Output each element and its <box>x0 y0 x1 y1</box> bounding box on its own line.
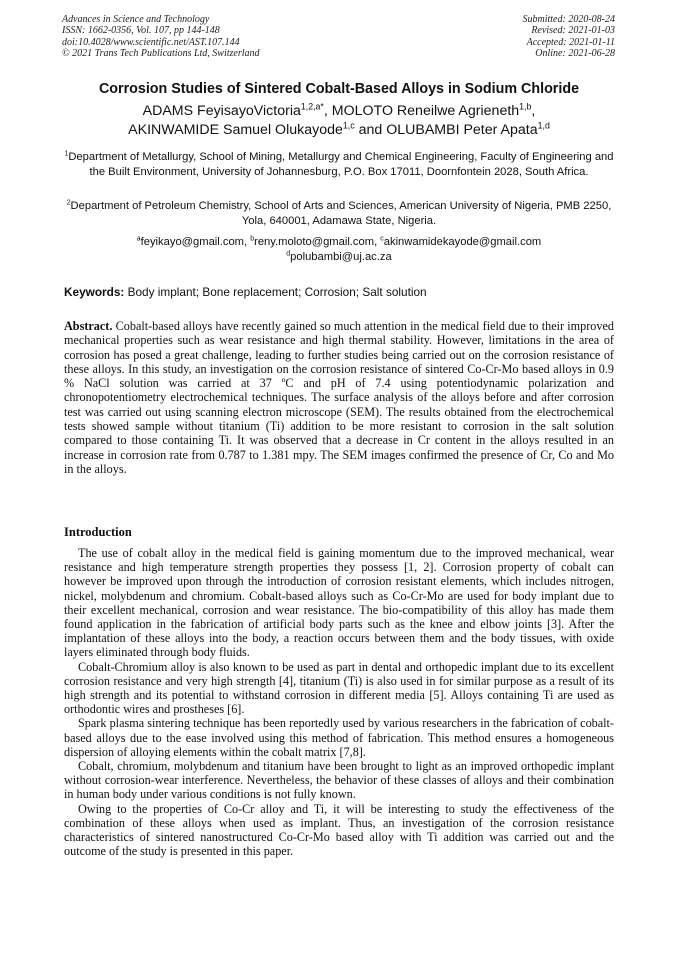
date-submitted: Submitted: 2020-08-24 <box>522 14 615 25</box>
body-paragraph: The use of cobalt alloy in the medical field is gaining momentum due to the improved mechanical, wear resistance and high temperature strength properties they possess [1, 2]. Corrosion property of cobalt can however be improved upon through the introduction of corrosion resistant elements, which includes nitrogen, nickel, molybdenum and chromium. Cobalt-based alloys such as Co-Cr-Mo are used for body implant due to their excellent mechanical, corrosion and wear resistance. The bio-compatibility of this alloy has made them found application in the fabrication of artificial body parts such as the knee and elbow joints [3]. After the implantation of these alloys into the body, a reaction occurs between them and the body tissues, with oxide layers eliminated through body fluids. <box>64 546 614 660</box>
journal-header-right <box>523 14 616 59</box>
author-affiliation-marker: 1,2,a* <box>300 101 324 112</box>
date-accepted: Accepted: 2021-01-11 <box>526 36 615 48</box>
paper-title: Corrosion Studies of Sintered Cobalt-Based Alloys in Sodium Chloride <box>98 81 580 97</box>
author-separator: , <box>531 103 536 119</box>
author-name: ADAMS FeyisayoVictoria <box>142 103 301 119</box>
date-online: Online: 2021-06-28 <box>535 47 615 59</box>
journal-doi: doi:10.4028/www.scientific.net/AST.107.144 <box>62 36 240 48</box>
author-separator: , <box>323 103 332 119</box>
introduction-body <box>64 546 614 858</box>
email-marker: c <box>380 235 384 243</box>
email-separator: , <box>244 236 251 248</box>
journal-issn: ISSN: 1662-0356, Vol. 107, pp 144-148 <box>62 25 220 37</box>
body-paragraph: Spark plasma sintering technique has been reportedly used by various researchers in the fabrication of cobalt-based alloys due to the ease involved using this method of fabrication. This method ensures a homogeneous dispersion of alloying elements within the cobalt matrix [7,8]. <box>64 716 614 759</box>
email-marker: d <box>286 249 291 257</box>
keywords-label: Keywords: <box>64 285 125 299</box>
email-link[interactable]: akinwamidekayode@gmail.com <box>383 236 542 248</box>
affiliation-text: Department of Metallurgy, School of Mining, Metallurgy and Chemical Engineering, Faculty of Engineering and the Built Environment, University of Johannesburg, P.O. Box 17011, Doornfontein 2028, South Africa. <box>68 151 614 179</box>
email-link[interactable]: reny.moloto@gmail.com <box>254 236 375 248</box>
section-heading-introduction: Introduction <box>64 525 132 539</box>
author-name: AKINWAMIDE Samuel Olukayode <box>128 122 343 138</box>
keywords <box>64 285 427 299</box>
body-paragraph: Cobalt-Chromium alloy is also known to be used as part in dental and orthopedic implant due to its excellent corrosion resistance and very high strength [4], titanium (Ti) is also used in for similar purpose as a result of its high strength and its potential to withstand corrosion in different media [5]. Alloys containing Ti are used as orthodontic wires and prostheses [6]. <box>64 659 614 717</box>
keywords-text: Body implant; Bone replacement; Corrosion; Salt solution <box>124 285 427 299</box>
abstract-text: Cobalt-based alloys have recently gained so much attention in the medical field due to their improved mechanical properties such as wear resistance and high thermal stability. However, limitations in the area of corrosion has posed a great challenge, leading to further studies being carried out on the corrosion resistance of these alloys. In this study, an investigation on the corrosion resistance of sintered Co-Cr-Mo based alloys in 0.9 % NaCl solution was carried at 37 ºC and pH of 7.4 using potentiodynamic polarization and chronopotentiometry electrochemical techniques. The surface analysis of the alloys before and after corrosion test was carried out using scanning electron microscope (SEM). The results obtained from the electrochemical tests showed sample without titanium (Ti) addition to be more resistant to corrosion in the salt solution compared to those containing Ti. It was observed that a decrease in Cr content in the alloys resulted in an increase in corrosion rate from 0.787 to 1.381 mpy. The SEM images confirmed the presence of Cr, Co and Mo in the alloys. <box>64 319 614 476</box>
body-paragraph: Owing to the properties of Co-Cr alloy and Ti, it will be interesting to study the effectiveness of the combination of these alloys when used as implant. Thus, an investigation of the corrosion resistance characteristics of sintered nanostructured Co-Cr-Mo based alloy with Ti addition was carried out and the outcome of the study is presented in this paper. <box>64 801 614 859</box>
affiliation-2 <box>62 199 616 230</box>
journal-name: Advances in Science and Technology <box>62 14 210 25</box>
author-separator: and <box>354 122 387 138</box>
date-revised: Revised: 2021-01-03 <box>531 25 615 37</box>
affiliation-marker: 1 <box>64 150 69 158</box>
email-marker: a <box>136 235 141 243</box>
email-link[interactable]: polubambi@uj.ac.za <box>290 250 392 263</box>
affiliation-text: Department of Petroleum Chemistry, School of Arts and Sciences, American University of Nigeria, PMB 2250, Yola, 640001, Adamawa State, Nigeria. <box>70 200 612 228</box>
journal-copyright: © 2021 Trans Tech Publications Ltd, Switzerland <box>62 47 260 59</box>
author-name: OLUBAMBI Peter Apata <box>386 122 538 138</box>
email-link[interactable]: feyikayo@gmail.com <box>140 236 245 248</box>
affiliation-1 <box>62 150 616 181</box>
author-name: MOLOTO Reneilwe Agrieneth <box>331 103 520 119</box>
author-affiliation-marker: 1,b <box>519 101 532 112</box>
affiliation-marker: 2 <box>66 199 71 207</box>
journal-header-left <box>62 14 260 59</box>
email-separator: , <box>374 236 381 248</box>
author-emails <box>62 235 616 264</box>
body-paragraph: Cobalt, chromium, molybdenum and titanium have been brought to light as an improved orthopedic implant without corrosion-wear interference. Nevertheless, the behavior of these classes of alloys and their combination in human body under various conditions is not fully known. <box>64 759 614 802</box>
email-marker: b <box>250 235 255 243</box>
abstract-label: Abstract. <box>64 319 113 333</box>
abstract <box>64 319 614 476</box>
author-list <box>40 102 638 140</box>
author-affiliation-marker: 1,d <box>537 120 550 131</box>
author-affiliation-marker: 1,c <box>342 120 355 131</box>
